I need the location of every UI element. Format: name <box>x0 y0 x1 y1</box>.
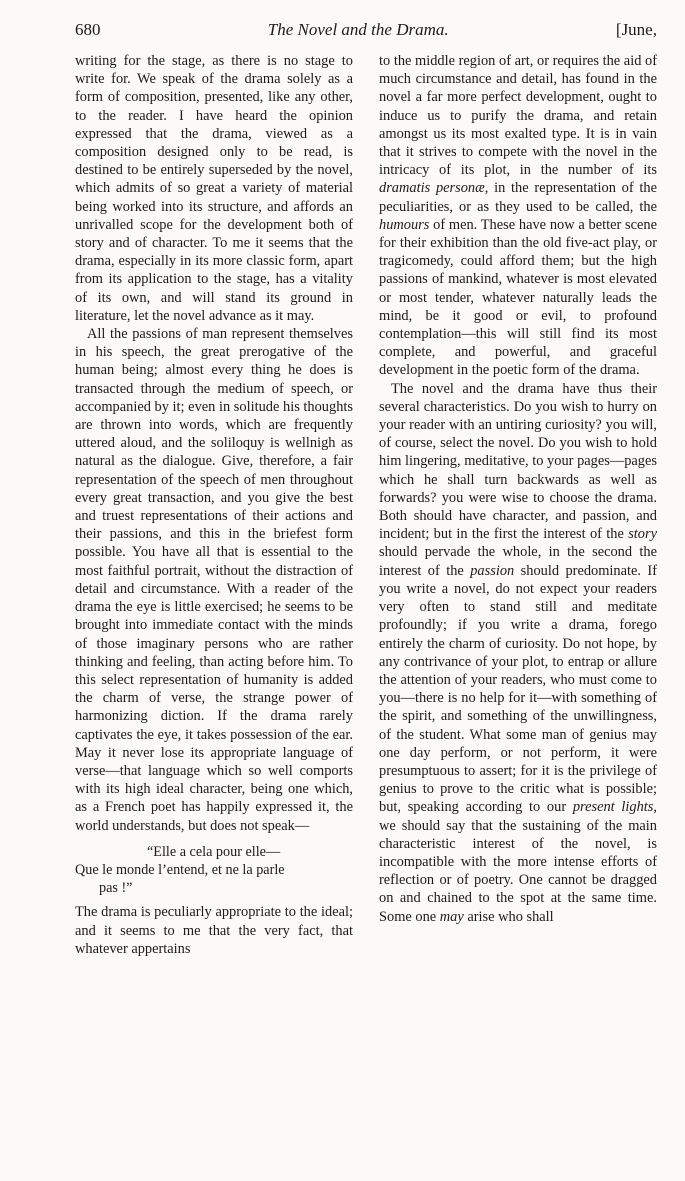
two-column-body <box>75 52 657 958</box>
left-paragraph-1: writing for the stage, as there is no stage to write for. We speak of the drama solely as a form of composition, presented, like any other, to the reader. I have heard the opinion expressed that the drama, viewed as a composition designed only to be read, is destined to be entirely superseded by the novel, which admits of so great a variety of material being worked into its structure, and affords an unrivalled scope for the development both of story and of character. To me it seems that the drama, especially in its more classic form, apart from its application to the stage, has a vitality of its own, and will stand its ground in literature, let the novel advance as it may. <box>75 53 353 324</box>
italic-run: story <box>628 526 657 543</box>
text-run: should predominate. If you write a novel, do not expect your readers very often to stand still and meditate profoundly; if you write a drama, forego entirely the charm of curiosity. Do not hope, by any contrivance of your plot, to entrap or allure the attention of your readers, who must come to you—there is no help for it—with something of the spirit, and something of the unwillingness, of the student. What some man of genius may one day perform, or not perform, it were presumptuous to assert; for it is the privilege of genius to prove to the critic what is possible; but, speaking according to our <box>379 562 658 816</box>
right-paragraph-2 <box>379 380 657 926</box>
text-run: , we should say that the sustaining of the main characteristic interest of the novel, is incompatible with the more intense efforts of reflection or of poetry. One cannot be dragged on and chained to the spot at the same time. Some one <box>379 799 657 925</box>
text-run: , in the representation of the peculiarities, or as they used to be called, the <box>379 180 657 215</box>
text-run: The novel and the drama have thus their several characteristics. Do you wish to hurry on your reader with an untiring curiosity? you will, of course, select the novel. Do you wish to hold him lingering, meditative, to your pages—pages which he shall turn backwards as well as forwards? you were wise to choose the drama. Both should have character, and passion, and incident; but in the first the interest of the <box>379 380 657 543</box>
quotation-line-3: pas !” <box>99 880 133 897</box>
running-title: The Novel and the Drama. <box>267 20 449 39</box>
left-paragraph-3: The drama is peculiarly appropriate to the ideal; and it seems to me that the very fact, that whatever appertains <box>75 904 353 957</box>
italic-run: may <box>439 908 464 925</box>
italic-run: passion <box>470 562 515 579</box>
left-paragraph-2: All the passions of man represent themselves in his speech, the great prerogative of the human being; almost every thing he does is transacted through the medium of speech, or accompanied by it; even in solitude his thoughts are thrown into words, which are frequently uttered aloud, and the soliloquy is wellnigh as natural as the dialogue. Give, therefore, a fair representation of the speech of men throughout every great transaction, and you give the best and truest representations of their actions and their passions, and this in the briefest form possible. You have all that is essential to the most faithful portrait, without the distraction of detail and circumstance. With a reader of the drama the eye is little exercised; he seems to be brought into immediate contact with the minds of those imaginary persons who are rather thinking and feeling, than acting before him. To this select representation of humanity is added the charm of verse, the strange power of harmonizing diction. If the drama rarely captivates the eye, it takes possession of the ear. May it never lose its appropriate language of verse—that language which so well comports with its high ideal character, being one which, as a French poet has happily expressed it, the world understands, but does not speak— <box>75 326 353 834</box>
text-run: should pervade the whole, in the second the interest of the <box>379 544 657 579</box>
right-paragraph-1 <box>379 52 657 380</box>
page-number: 680 <box>75 20 101 39</box>
running-date: [June, <box>615 20 657 39</box>
text-run: to the middle region of art, or requires the aid of much circumstance and detail, has found in the novel a far more perfect development, ought to induce us to purify the drama, and retain amongst us its most exalted type. It is in vain that it strives to compete with the novel in the intricacy of its plot, in the number of its <box>379 53 657 179</box>
running-header <box>75 20 657 48</box>
italic-run: present lights <box>572 799 654 816</box>
quotation-line-2: Que le monde l’entend, et ne la parle <box>75 861 285 878</box>
text-run: arise who shall <box>463 908 554 925</box>
quotation-line-1: “Elle a cela pour elle— <box>147 843 281 860</box>
right-column <box>379 52 657 958</box>
text-run: of men. These have now a better scene for their exhibition than the old five-act play, or tragicomedy, could afford them; but the high passions of mankind, whatever is most elevated or most tender, whatever naturally leads the mind, be it good or evil, to profound contemplation—this will still find its most complete, and powerful, and graceful development in the poetic form of the drama. <box>379 216 657 379</box>
french-quotation <box>75 843 353 898</box>
italic-run: humours <box>379 216 430 233</box>
left-column <box>75 52 353 958</box>
italic-run: dramatis personæ <box>379 180 485 197</box>
